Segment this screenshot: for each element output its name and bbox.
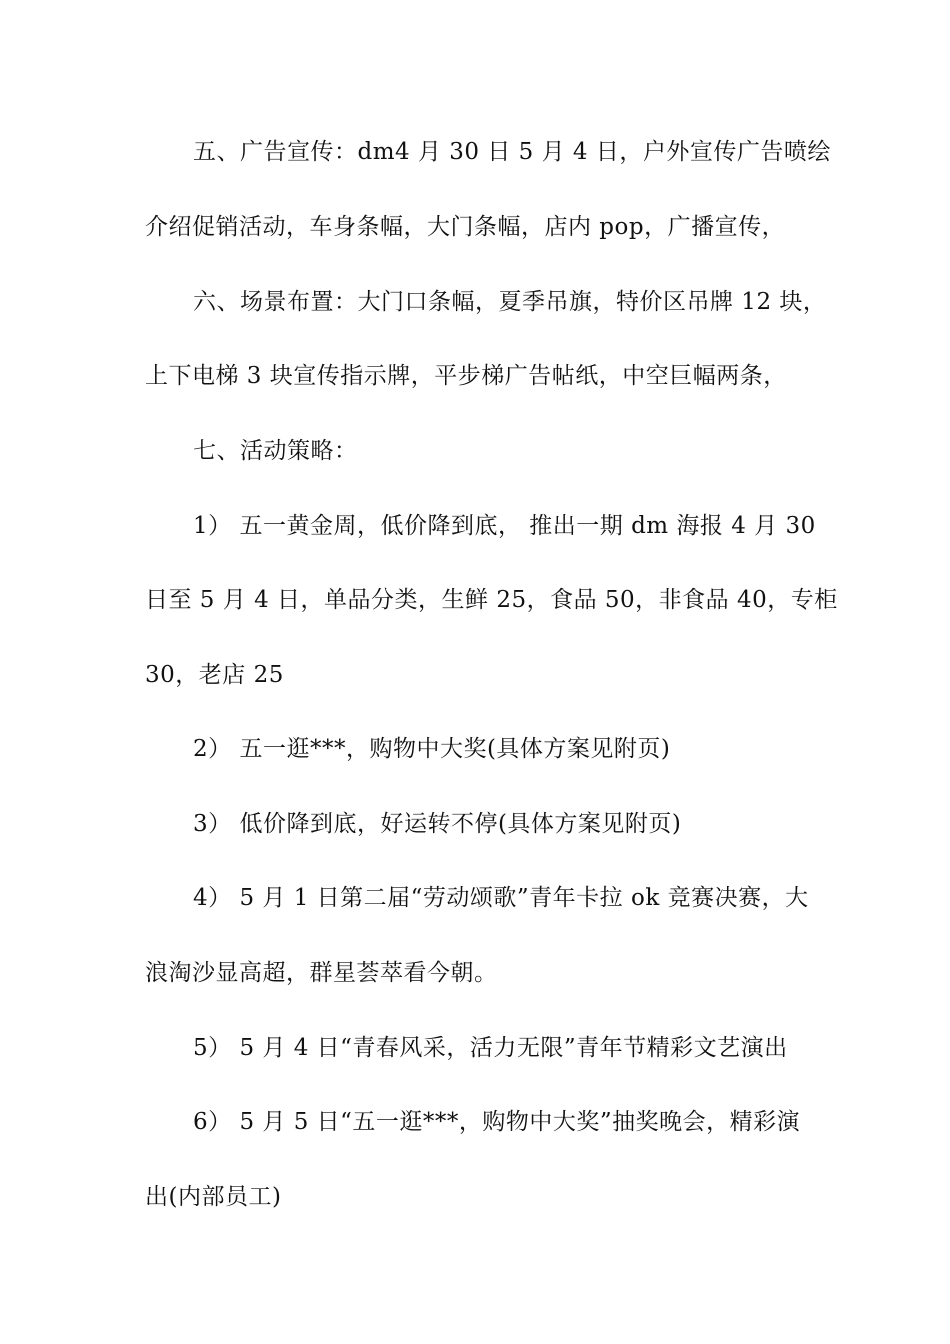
paragraph-line: 30，老店 25 bbox=[145, 662, 284, 688]
paragraph-line: 浪淘沙显高超，群星荟萃看今朝。 bbox=[145, 960, 498, 986]
list-item: 1） 五一黄金周，低价降到底， 推出一期 dm 海报 4 月 30 bbox=[193, 513, 816, 539]
list-item: 3） 低价降到底，好运转不停(具体方案见附页) bbox=[193, 811, 682, 837]
paragraph-line: 五、广告宣传：dm4 月 30 日 5 月 4 日，户外宣传广告喷绘 bbox=[193, 139, 831, 165]
section-heading: 七、活动策略： bbox=[193, 438, 358, 464]
paragraph-line: 日至 5 月 4 日，单品分类，生鲜 25，食品 50，非食品 40，专柜 bbox=[145, 587, 838, 613]
list-item: 6） 5 月 5 日“五一逛***，购物中大奖”抽奖晚会，精彩演 bbox=[193, 1109, 801, 1135]
paragraph-line: 上下电梯 3 块宣传指示牌，平步梯广告帖纸，中空巨幅两条， bbox=[145, 363, 787, 389]
list-item: 5） 5 月 4 日“青春风采，活力无限”青年节精彩文艺演出 bbox=[193, 1035, 788, 1061]
paragraph-line: 六、场景布置：大门口条幅，夏季吊旗，特价区吊牌 12 块， bbox=[193, 289, 827, 315]
list-item: 4） 5 月 1 日第二届“劳动颂歌”青年卡拉 ok 竞赛决赛，大 bbox=[193, 885, 809, 911]
paragraph-line: 介绍促销活动，车身条幅，大门条幅，店内 pop，广播宣传， bbox=[145, 214, 786, 240]
paragraph-line: 出(内部员工) bbox=[145, 1184, 282, 1210]
list-item: 2） 五一逛***，购物中大奖(具体方案见附页) bbox=[193, 736, 671, 762]
